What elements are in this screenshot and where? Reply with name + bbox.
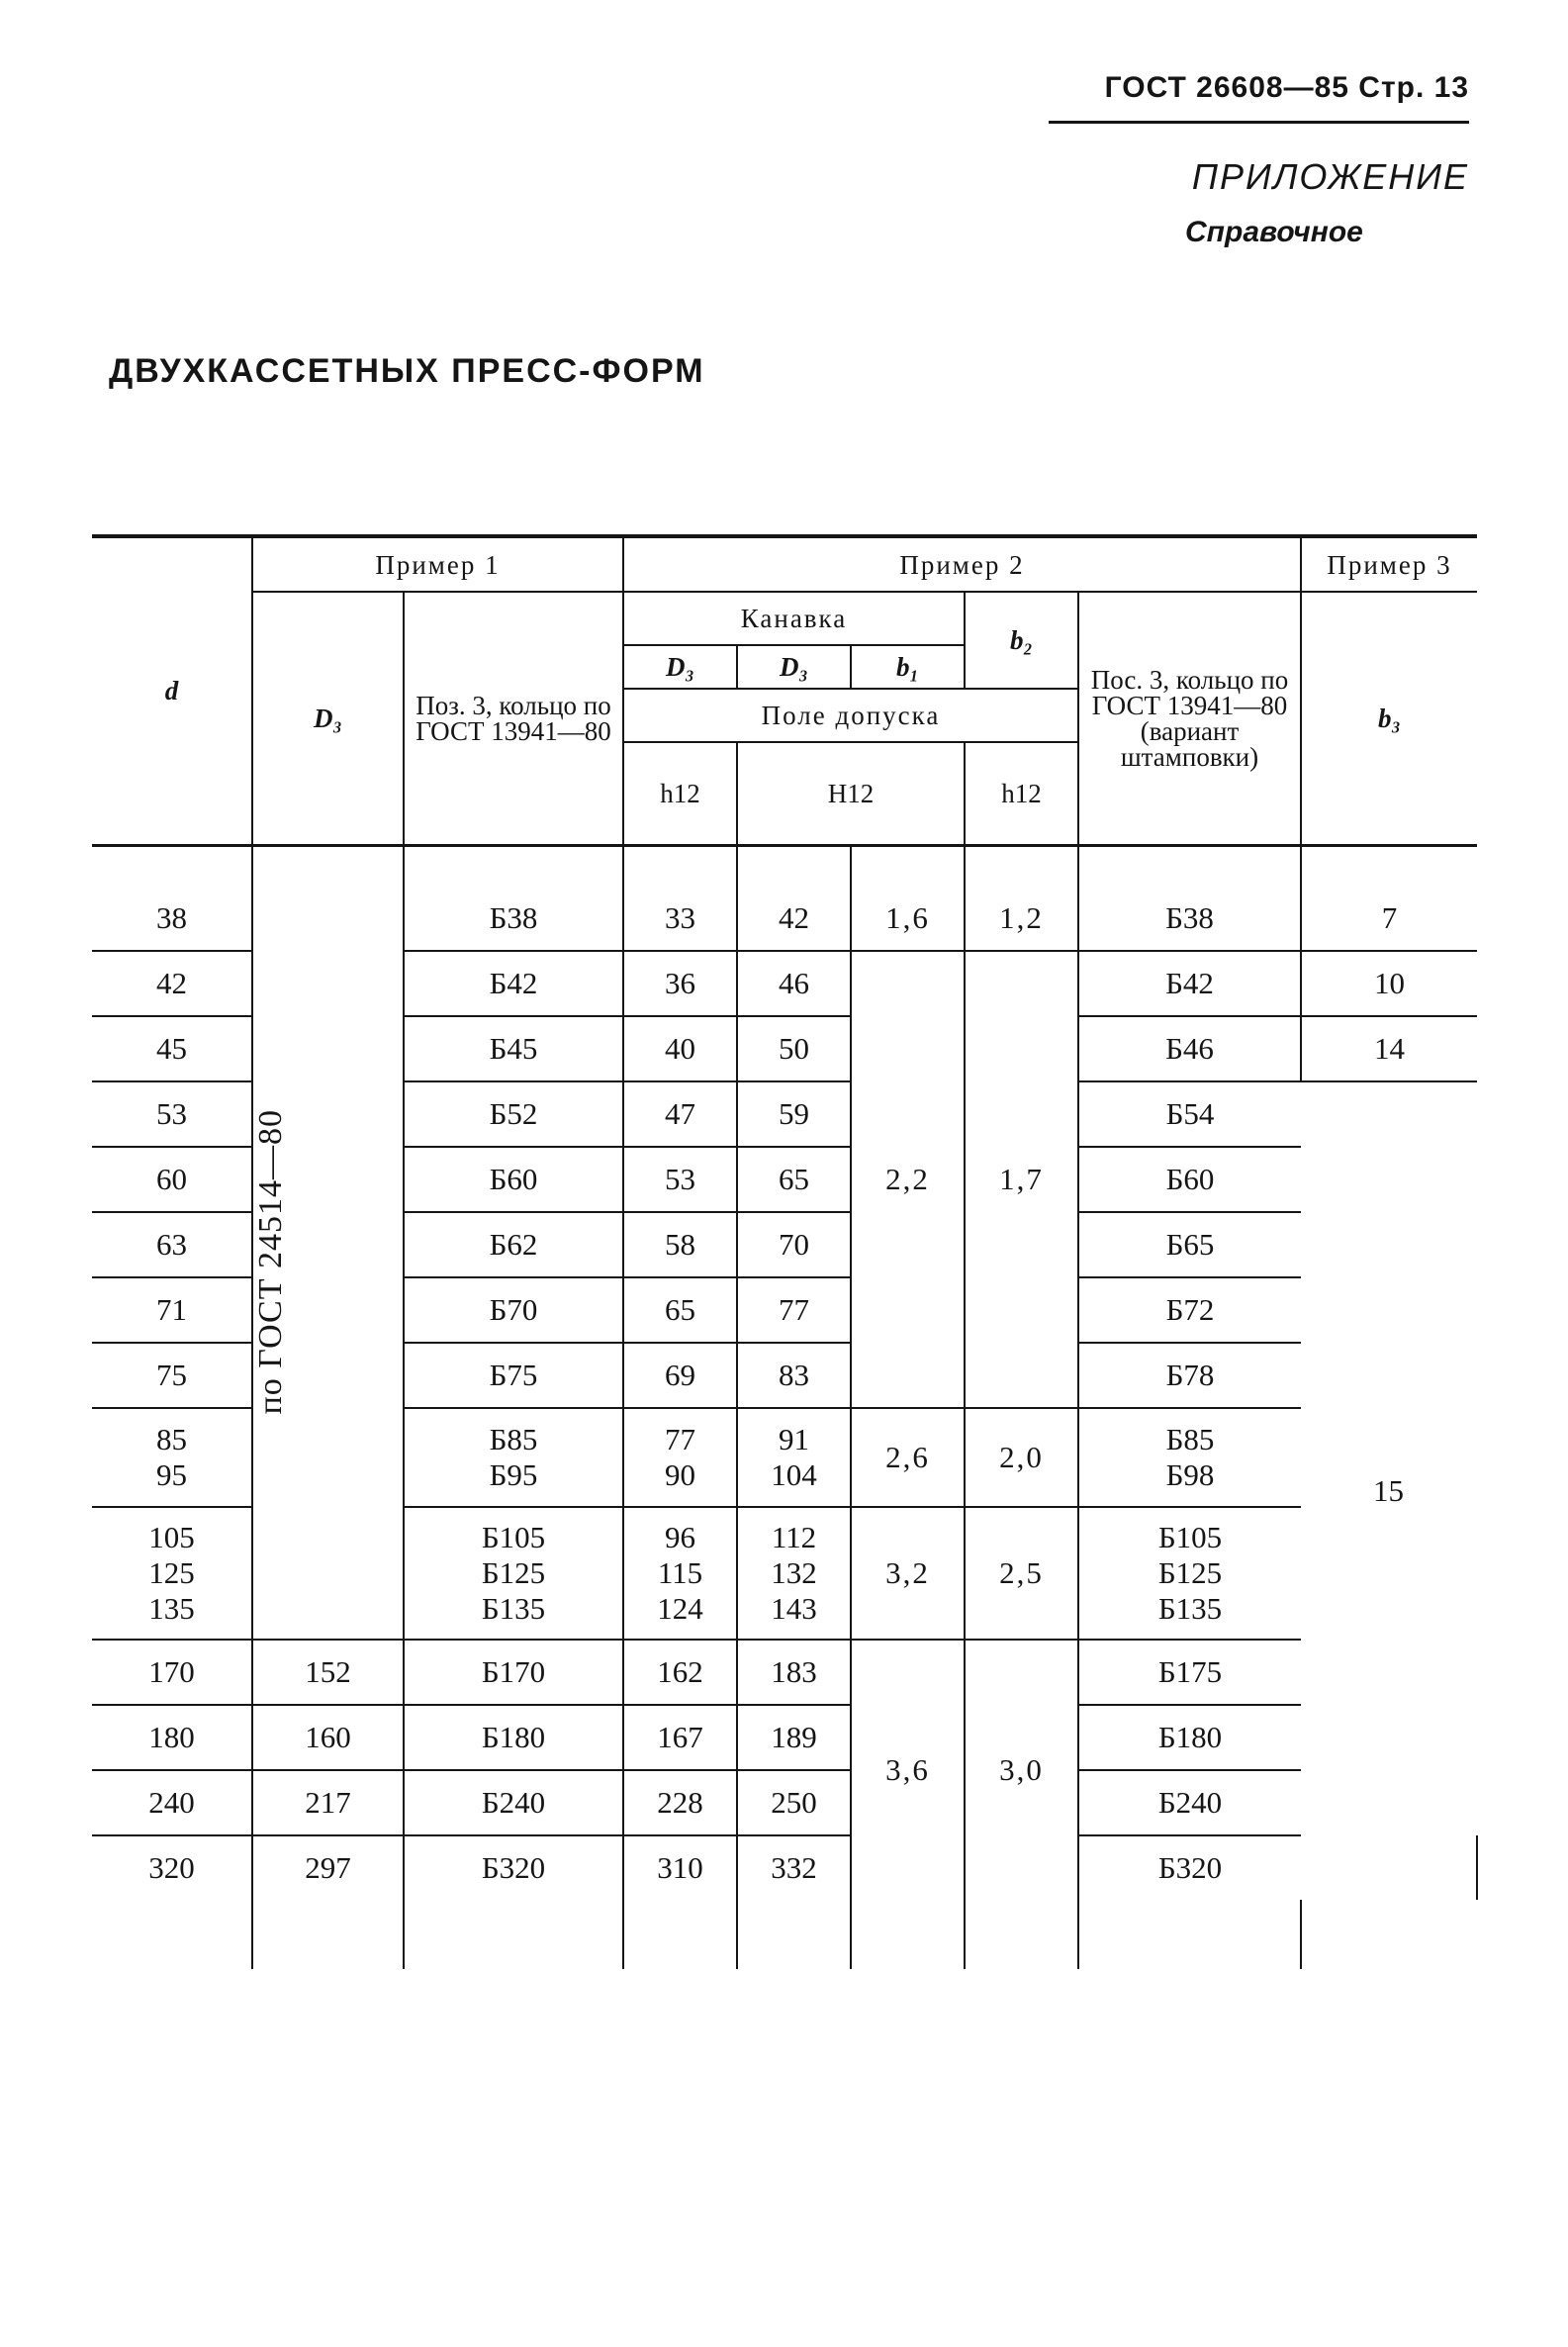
cell-d3-ex1: 217 xyxy=(252,1770,404,1835)
cell-tail xyxy=(92,1900,252,1969)
cell-ring2: Б105 Б125 Б135 xyxy=(1078,1507,1301,1640)
cell-ring1: Б85 Б95 xyxy=(404,1408,623,1507)
cell-b1-group: 3,6 xyxy=(851,1640,965,1900)
header-example-1: Пример 1 xyxy=(252,536,623,592)
cell-b2: 1,2 xyxy=(965,845,1078,951)
cell-d3-H12: 183 xyxy=(737,1640,851,1705)
dimensions-table xyxy=(92,534,1477,1969)
cell-ring1: Б180 xyxy=(404,1705,623,1770)
cell-d3-h12: 33 xyxy=(623,845,737,951)
cell-d3-H12: 83 xyxy=(737,1343,851,1408)
cell-d: 75 xyxy=(92,1343,252,1408)
header-example-3: Пример 3 xyxy=(1301,536,1477,592)
cell-ring2: Б42 xyxy=(1078,951,1301,1016)
header-groove: Канавка xyxy=(623,592,965,645)
cell-tail xyxy=(404,1900,623,1969)
cell-gost-vertical-container xyxy=(252,845,404,1640)
cell-tail xyxy=(1078,1900,1301,1969)
cell-d3-H12: 70 xyxy=(737,1212,851,1277)
cell-b1-group: 2,2 xyxy=(851,951,965,1408)
cell-ring2: Б78 xyxy=(1078,1343,1301,1408)
cell-d: 38 xyxy=(92,845,252,951)
cell-ring1: Б70 xyxy=(404,1277,623,1343)
cell-d3-H12: 91 104 xyxy=(737,1408,851,1507)
cell-ring2: Б240 xyxy=(1078,1770,1301,1835)
header-tolerance: Поле допуска xyxy=(623,689,1078,742)
cell-b3: 7 xyxy=(1301,845,1477,951)
dimensions-table-wrap xyxy=(92,534,1477,1969)
cell-d3-H12: 112 132 143 xyxy=(737,1507,851,1640)
header-ring-2: Пос. 3, кольцо по ГОСТ 13941—80 (вариант штамповки) xyxy=(1078,592,1301,845)
cell-d3-h12: 40 xyxy=(623,1016,737,1081)
header-example-2: Пример 2 xyxy=(623,536,1301,592)
cell-ring2: Б175 xyxy=(1078,1640,1301,1705)
header-b2: b₂ xyxy=(965,592,1078,689)
cell-d: 53 xyxy=(92,1081,252,1147)
cell-ring2: Б38 xyxy=(1078,845,1301,951)
cell-b3: 10 xyxy=(1301,951,1477,1016)
appendix-type: Справочное xyxy=(1185,216,1363,248)
cell-d3-h12: 58 xyxy=(623,1212,737,1277)
cell-d3-H12: 46 xyxy=(737,951,851,1016)
cell-d3-h12: 65 xyxy=(623,1277,737,1343)
cell-ring1: Б52 xyxy=(404,1081,623,1147)
header-d3-ex1: D₃ xyxy=(252,592,404,845)
header-d3-h12: D₃ xyxy=(623,645,737,689)
cell-d: 105 125 135 xyxy=(92,1507,252,1640)
cell-ring2: Б60 xyxy=(1078,1147,1301,1212)
cell-ring2: Б46 xyxy=(1078,1016,1301,1081)
cell-tail xyxy=(737,1900,851,1969)
header-b3: b₃ xyxy=(1301,592,1477,845)
cell-ring1: Б42 xyxy=(404,951,623,1016)
cell-d3-H12: 42 xyxy=(737,845,851,951)
cell-b3: 14 xyxy=(1301,1016,1477,1081)
cell-ring2: Б180 xyxy=(1078,1705,1301,1770)
cell-b1: 3,2 xyxy=(851,1507,965,1640)
cell-ring2: Б320 xyxy=(1078,1835,1301,1900)
cell-tail xyxy=(623,1900,737,1969)
cell-ring1: Б170 xyxy=(404,1640,623,1705)
cell-d: 180 xyxy=(92,1705,252,1770)
cell-b3-group: 15 xyxy=(1373,1472,1404,1508)
cell-d3-h12: 162 xyxy=(623,1640,737,1705)
cell-d: 240 xyxy=(92,1770,252,1835)
cell-d3-H12: 65 xyxy=(737,1147,851,1212)
cell-d3-h12: 69 xyxy=(623,1343,737,1408)
header-d3-H12: D₃ xyxy=(737,645,851,689)
cell-d3-h12: 36 xyxy=(623,951,737,1016)
cell-b2: 2,0 xyxy=(965,1408,1078,1507)
cell-ring2: Б65 xyxy=(1078,1212,1301,1277)
cell-d3-h12: 167 xyxy=(623,1705,737,1770)
cell-d: 320 xyxy=(148,1849,195,1885)
cell-tail xyxy=(252,1900,404,1969)
cell-d: 71 xyxy=(92,1277,252,1343)
cell-tail xyxy=(851,1900,965,1969)
cell-ring2: Б72 xyxy=(1078,1277,1301,1343)
cell-ring1: Б105 Б125 Б135 xyxy=(404,1507,623,1640)
gost-24514-note: по ГОСТ 24514—80 xyxy=(252,1109,289,1415)
cell-ring1: Б240 xyxy=(404,1770,623,1835)
header-b1: b₁ xyxy=(851,645,965,689)
cell-d3-H12: 50 xyxy=(737,1016,851,1081)
cell-d: 170 xyxy=(92,1640,252,1705)
cell-d: 45 xyxy=(92,1016,252,1081)
cell-tail xyxy=(1301,1900,1477,1969)
cell-d3-h12: 47 xyxy=(623,1081,737,1147)
cell-ring1: Б75 xyxy=(404,1343,623,1408)
cell-ring2: Б85 Б98 xyxy=(1078,1408,1301,1507)
cell-b1: 2,6 xyxy=(851,1408,965,1507)
header-H12: H12 xyxy=(737,742,965,845)
cell-d3-H12: 59 xyxy=(737,1081,851,1147)
cell-d: 60 xyxy=(92,1147,252,1212)
cell-b1: 1,6 xyxy=(851,845,965,951)
header-h12-b: h12 xyxy=(965,742,1078,845)
appendix-label: ПРИЛОЖЕНИЕ xyxy=(1191,156,1469,197)
cell-d3-h12: 53 xyxy=(623,1147,737,1212)
cell-d: 42 xyxy=(92,951,252,1016)
cell-d3-H12: 77 xyxy=(737,1277,851,1343)
document-title: ДВУХКАССЕТНЫХ ПРЕСС-ФОРМ xyxy=(109,352,705,390)
cell-d: 85 95 xyxy=(92,1408,252,1507)
cell-tail xyxy=(965,1900,1078,1969)
header-d: d xyxy=(92,536,252,845)
cell-d3-H12: 189 xyxy=(737,1705,851,1770)
cell-ring1: Б320 xyxy=(404,1835,623,1900)
cell-d3-ex1: 152 xyxy=(252,1640,404,1705)
cell-d3-h12: 310 xyxy=(623,1835,737,1900)
cell-b2: 2,5 xyxy=(965,1507,1078,1640)
header-ring-1: Поз. 3, кольцо по ГОСТ 13941—80 xyxy=(404,592,623,845)
cell-d3-h12: 77 90 xyxy=(623,1408,737,1507)
cell-ring1: Б62 xyxy=(404,1212,623,1277)
cell-d3-h12: 228 xyxy=(623,1770,737,1835)
cell-ring1: Б45 xyxy=(404,1016,623,1081)
cell-ring1: Б60 xyxy=(404,1147,623,1212)
cell-d3-ex1: 297 xyxy=(252,1835,404,1900)
cell-d3-h12: 96 115 124 xyxy=(623,1507,737,1640)
cell-d3-H12: 250 xyxy=(737,1770,851,1835)
cell-ring1: Б38 xyxy=(404,845,623,951)
header-rule xyxy=(1049,121,1469,124)
cell-d3-ex1: 160 xyxy=(252,1705,404,1770)
header-h12-a: h12 xyxy=(623,742,737,845)
cell-d: 63 xyxy=(92,1212,252,1277)
cell-d3-H12: 332 xyxy=(737,1835,851,1900)
cell-b2-group: 1,7 xyxy=(965,951,1078,1408)
cell-b2-group: 3,0 xyxy=(965,1640,1078,1900)
cell-ring2: Б54 xyxy=(1078,1081,1301,1147)
page-header: ГОСТ 26608—85 Стр. 13 xyxy=(1104,71,1469,104)
